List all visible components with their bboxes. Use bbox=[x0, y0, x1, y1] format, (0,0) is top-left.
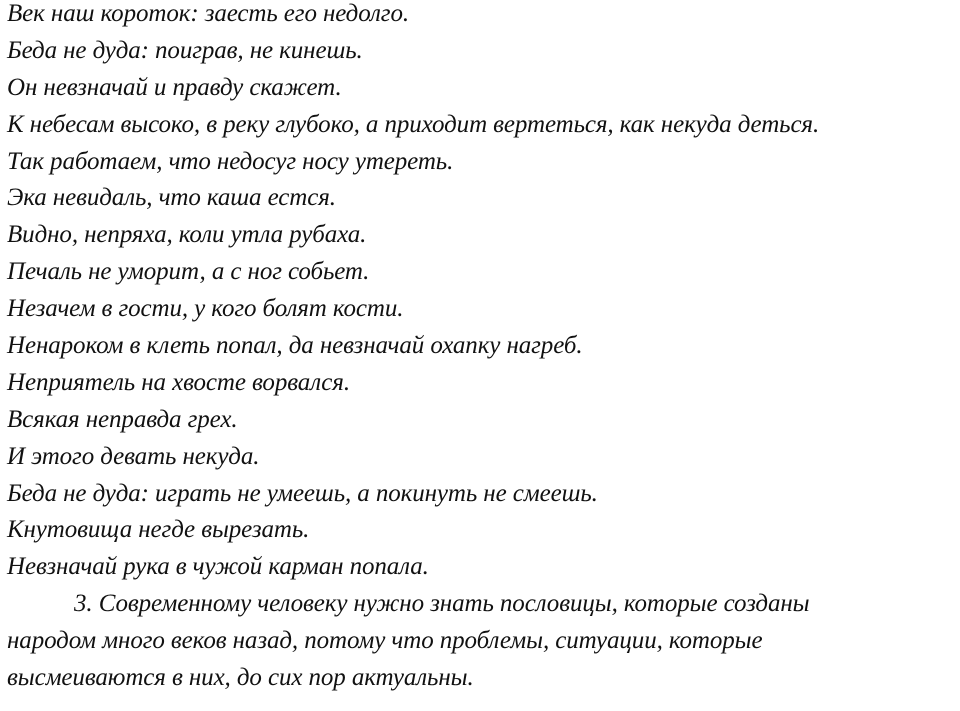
proverb-line: Видно, непряха, коли утла рубаха. bbox=[7, 221, 367, 249]
text-body bbox=[7, 0, 957, 697]
proverb-line: Незачем в гости, у кого болят кости. bbox=[7, 295, 404, 323]
proverb-line: Кнутовища негде вырезать. bbox=[7, 516, 310, 544]
proverb-line: Эка невидаль, что каша естся. bbox=[7, 184, 336, 212]
proverb-line: Неприятель на хвосте ворвался. bbox=[7, 368, 350, 396]
proverb-line: Невзначай рука в чужой карман попала. bbox=[7, 553, 429, 581]
proverb-line: Так работаем, что недосуг носу утереть. bbox=[7, 147, 454, 175]
proverb-line: Печаль не уморит, а с ног собьет. bbox=[7, 258, 370, 286]
answer-line: народом много веков назад, потому что проблемы, ситуации, которые bbox=[7, 627, 763, 655]
proverb-line: Всякая неправда грех. bbox=[7, 405, 238, 433]
proverb-line: И этого девать некуда. bbox=[7, 442, 260, 470]
proverb-line: Беда не дуда: поиграв, не кинешь. bbox=[7, 36, 363, 64]
answer-paragraph bbox=[7, 586, 943, 697]
proverb-line: Век наш короток: заесть его недолго. bbox=[7, 0, 410, 27]
proverb-line: Он невзначай и правду скажет. bbox=[7, 73, 342, 101]
answer-line: высмеиваются в них, до сих пор актуальны. bbox=[7, 664, 474, 692]
proverb-line: К небесам высоко, в реку глубоко, а приходит вертеться, как некуда деться. bbox=[7, 110, 820, 138]
proverb-line: Ненароком в клеть попал, да невзначай охапку нагреб. bbox=[7, 332, 583, 360]
answer-line: 3. Современному человеку нужно знать пословицы, которые созданы bbox=[74, 590, 810, 618]
proverb-line: Беда не дуда: играть не умеешь, а покинуть не смеешь. bbox=[7, 479, 598, 507]
